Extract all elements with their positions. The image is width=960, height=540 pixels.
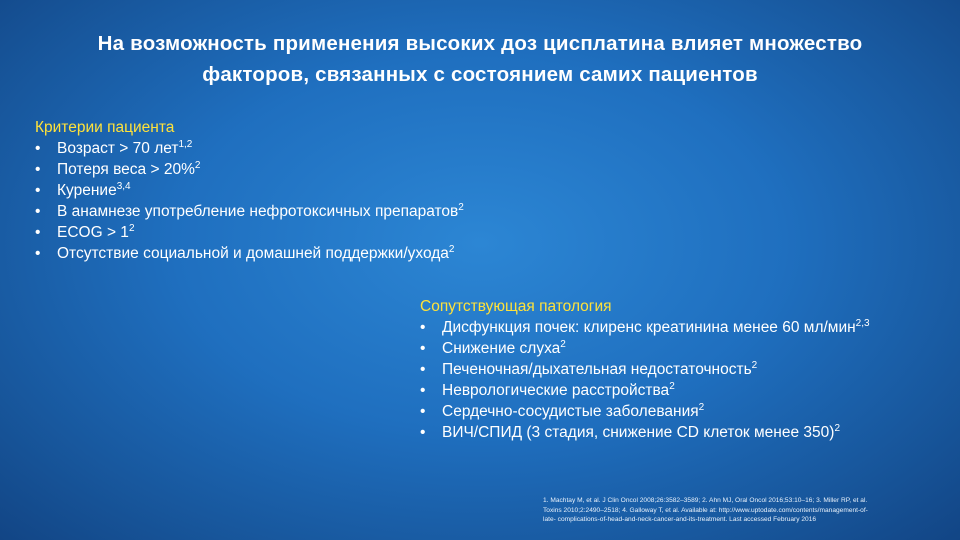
patient-criteria-block bbox=[35, 117, 595, 264]
bullet: • bbox=[420, 403, 426, 420]
list-item bbox=[420, 422, 950, 443]
bullet: • bbox=[420, 382, 426, 399]
slide-title bbox=[20, 28, 940, 90]
reference-superscript: 3,4 bbox=[116, 181, 131, 192]
list-item bbox=[420, 401, 950, 422]
references bbox=[543, 496, 953, 525]
list-item bbox=[35, 201, 595, 222]
list-item-text: Дисфункция почек: клиренс креатинина менее 60 мл/мин bbox=[442, 319, 856, 336]
reference-line: Toxins 2010;2:2490–2518; 4. Galloway T, et al. Available at: http://www.uptodate.com/contents/management-of- bbox=[543, 506, 868, 514]
list-item bbox=[420, 380, 950, 401]
bullet: • bbox=[35, 203, 41, 220]
reference-superscript: 2 bbox=[834, 423, 840, 434]
list-item bbox=[35, 243, 595, 264]
list-item-text: ECOG > 1 bbox=[57, 224, 129, 241]
list-item bbox=[420, 317, 950, 338]
list-item-text: Отсутствие социальной и домашней поддержки/ухода bbox=[57, 245, 449, 262]
list-item-text: В анамнезе употребление нефротоксичных препаратов bbox=[57, 203, 459, 220]
list-item-text: Неврологические расстройства bbox=[442, 382, 670, 399]
bullet: • bbox=[420, 424, 426, 441]
list-item-text: Снижение слуха bbox=[442, 340, 561, 357]
reference-superscript: 2 bbox=[448, 244, 455, 255]
reference-superscript: 2 bbox=[751, 360, 758, 371]
bullet: • bbox=[420, 340, 426, 357]
reference-line: 1. Machtay M, et al. J Clin Oncol 2008;26:3582–3589; 2. Ahn MJ, Oral Oncol 2016;53:10–16; 3. Miller RP, et al. bbox=[543, 497, 868, 504]
list-item bbox=[35, 222, 595, 243]
reference-superscript: 2,3 bbox=[855, 318, 870, 329]
comorbidity-heading: Сопутствующая патология bbox=[420, 298, 612, 315]
list-item-text: Курение bbox=[57, 182, 117, 199]
list-item bbox=[420, 359, 950, 380]
bullet: • bbox=[420, 361, 426, 378]
comorbidity-block bbox=[420, 296, 950, 443]
list-item-text: Сердечно-сосудистые заболевания bbox=[442, 403, 699, 420]
bullet: • bbox=[35, 140, 41, 157]
list-item-text: ВИЧ/СПИД (3 стадия, снижение CD клеток менее 350) bbox=[442, 424, 835, 441]
reference-superscript: 2 bbox=[194, 160, 201, 171]
bullet: • bbox=[35, 182, 41, 199]
list-item bbox=[35, 138, 595, 159]
list-item bbox=[35, 159, 595, 180]
reference-line: late- complications-of-head-and-neck-cancer-and-its-treatment. Last accessed February 2016 bbox=[543, 516, 817, 523]
patient-criteria-heading: Критерии пациента bbox=[35, 119, 175, 136]
reference-superscript: 1,2 bbox=[178, 139, 193, 150]
bullet: • bbox=[35, 245, 41, 262]
patient-criteria-list bbox=[35, 138, 595, 264]
slide-title-line-2: факторов, связанных с состоянием самих пациентов bbox=[202, 63, 758, 86]
reference-superscript: 2 bbox=[698, 402, 705, 413]
bullet: • bbox=[420, 319, 426, 336]
list-item bbox=[35, 180, 595, 201]
list-item bbox=[420, 338, 950, 359]
reference-superscript: 2 bbox=[669, 381, 675, 392]
list-item-text: Возраст > 70 лет bbox=[57, 140, 179, 157]
bullet: • bbox=[35, 161, 41, 178]
reference-superscript: 2 bbox=[458, 202, 464, 213]
reference-superscript: 2 bbox=[128, 223, 135, 234]
comorbidity-list bbox=[420, 317, 950, 443]
reference-superscript: 2 bbox=[560, 339, 566, 350]
list-item-text: Печеночная/дыхательная недостаточность bbox=[442, 361, 752, 378]
list-item-text: Потеря веса > 20% bbox=[57, 161, 195, 178]
slide-title-line-1: На возможность применения высоких доз цисплатина влияет множество bbox=[97, 32, 863, 55]
bullet: • bbox=[35, 224, 41, 241]
